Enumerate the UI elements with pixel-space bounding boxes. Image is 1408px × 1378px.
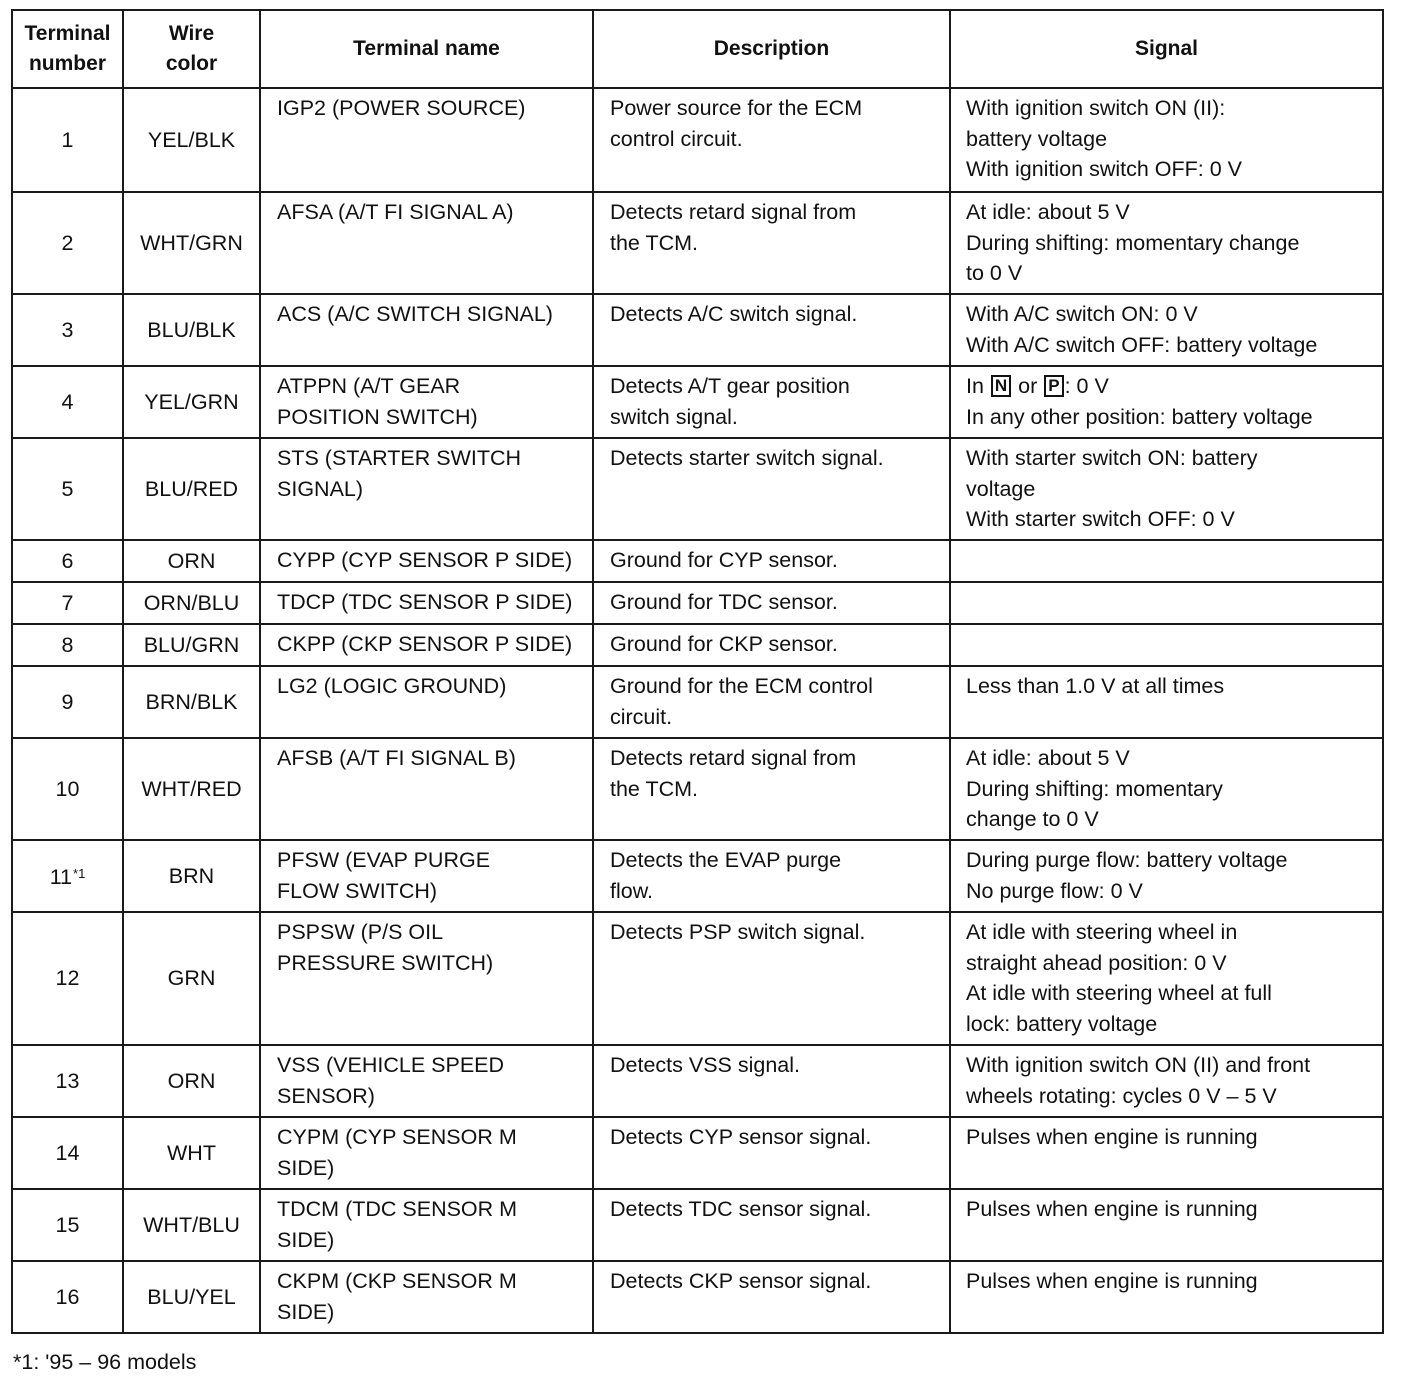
signal-line: In any other position: battery voltage	[966, 404, 1313, 429]
terminal-name-line: PFSW (EVAP PURGE	[277, 848, 491, 872]
terminal-name-line: SENSOR)	[277, 1083, 375, 1108]
terminal-number: 8	[61, 632, 74, 657]
terminal-name-cell	[260, 366, 593, 438]
signal-line: change to 0 V	[966, 807, 1099, 831]
table-row	[12, 1045, 1383, 1117]
terminal-name-cell	[260, 88, 593, 192]
header-wire-color: Wire color	[123, 10, 260, 88]
signal-cell	[950, 1261, 1383, 1333]
terminal-name-cell	[260, 582, 593, 624]
terminal-number: 10	[55, 776, 80, 801]
description-cell	[593, 1117, 950, 1189]
gear-p-box: P	[1044, 375, 1063, 397]
description-line: Detects retard signal from	[610, 200, 857, 224]
terminal-name-line: IGP2 (POWER SOURCE)	[277, 96, 526, 120]
signal-line: At idle: about 5 V	[966, 200, 1130, 224]
table-row	[12, 540, 1383, 582]
description-line: Detects TDC sensor signal.	[610, 1197, 872, 1221]
signal-cell	[950, 666, 1383, 738]
terminal-name-cell	[260, 540, 593, 582]
description-line: Detects VSS signal.	[610, 1053, 801, 1077]
terminal-name-line: STS (STARTER SWITCH	[277, 446, 522, 470]
signal-cell	[950, 294, 1383, 366]
signal-cell	[950, 840, 1383, 912]
description-line: circuit.	[610, 704, 673, 729]
terminal-name-line: CYPM (CYP SENSOR M	[277, 1125, 517, 1149]
signal-line: At idle with steering wheel in	[966, 920, 1238, 944]
description-cell	[593, 1261, 950, 1333]
terminal-number: 3	[61, 317, 74, 342]
wire-color-cell: GRN	[123, 912, 260, 1045]
terminal-name-line: SIGNAL)	[277, 476, 364, 501]
description-cell	[593, 192, 950, 294]
signal-line: straight ahead position: 0 V	[966, 950, 1227, 975]
description-cell	[593, 366, 950, 438]
terminal-number: 6	[61, 548, 74, 573]
terminal-name-line: SIDE)	[277, 1155, 335, 1180]
terminal-name-line: FLOW SWITCH)	[277, 878, 438, 903]
terminal-name-line: LG2 (LOGIC GROUND)	[277, 674, 507, 698]
terminal-number-cell	[12, 1045, 123, 1117]
signal-line: Pulses when engine is running	[966, 1269, 1258, 1293]
terminal-number: 14	[55, 1140, 80, 1165]
description-line: flow.	[610, 878, 654, 903]
terminal-name-cell	[260, 192, 593, 294]
signal-line: At idle with steering wheel at full	[966, 981, 1272, 1005]
terminal-number-cell	[12, 1189, 123, 1261]
terminal-number: 4	[61, 389, 74, 414]
wire-color-cell: BLU/GRN	[123, 624, 260, 666]
terminal-number-cell	[12, 582, 123, 624]
description-line: Detects A/T gear position	[610, 374, 850, 398]
header-row	[12, 10, 1383, 88]
terminal-name-line: AFSB (A/T FI SIGNAL B)	[277, 746, 516, 770]
signal-line: With starter switch ON: battery	[966, 446, 1258, 470]
terminal-table-container	[11, 9, 1382, 1334]
signal-line: With ignition switch OFF: 0 V	[966, 157, 1242, 181]
terminal-number: 15	[55, 1212, 80, 1237]
wire-color-cell: WHT/GRN	[123, 192, 260, 294]
terminal-name-cell	[260, 1189, 593, 1261]
gear-n-box: N	[991, 375, 1011, 397]
table-row	[12, 666, 1383, 738]
signal-line: lock: battery voltage	[966, 1011, 1158, 1036]
signal-cell	[950, 192, 1383, 294]
table-row	[12, 624, 1383, 666]
description-line: Detects retard signal from	[610, 746, 857, 770]
terminal-number-cell	[12, 738, 123, 840]
description-line: Detects A/C switch signal.	[610, 302, 858, 326]
wire-color-cell: YEL/GRN	[123, 366, 260, 438]
terminal-number-cell	[12, 438, 123, 540]
terminal-number-cell	[12, 1261, 123, 1333]
signal-cell	[950, 912, 1383, 1045]
signal-line: During purge flow: battery voltage	[966, 848, 1288, 872]
terminal-name-line: VSS (VEHICLE SPEED	[277, 1053, 505, 1077]
terminal-name-cell	[260, 1261, 593, 1333]
description-line: Detects PSP switch signal.	[610, 920, 866, 944]
terminal-number: 5	[61, 476, 74, 501]
footnote-mark: *1	[73, 866, 86, 882]
description-line: control circuit.	[610, 126, 743, 151]
terminal-number: 7	[61, 590, 74, 615]
terminal-number: 12	[55, 966, 80, 991]
table-row	[12, 840, 1383, 912]
wire-color-cell: WHT/BLU	[123, 1189, 260, 1261]
wire-color-cell: ORN	[123, 1045, 260, 1117]
table-row	[12, 366, 1383, 438]
signal-line	[966, 371, 1378, 402]
terminal-number-cell	[12, 666, 123, 738]
terminal-number-cell	[12, 192, 123, 294]
signal-cell	[950, 438, 1383, 540]
terminal-name-cell	[260, 912, 593, 1045]
signal-line: With ignition switch ON (II):	[966, 96, 1226, 120]
signal-text: or	[1012, 374, 1044, 398]
description-cell	[593, 738, 950, 840]
terminal-name-line: SIDE)	[277, 1299, 335, 1324]
terminal-number-cell	[12, 540, 123, 582]
terminal-name-cell	[260, 840, 593, 912]
signal-line: battery voltage	[966, 126, 1108, 151]
terminal-number-cell	[12, 624, 123, 666]
table-row	[12, 582, 1383, 624]
terminal-number-cell	[12, 1117, 123, 1189]
terminal-number: 11	[49, 865, 73, 890]
signal-line: With A/C switch OFF: battery voltage	[966, 332, 1318, 357]
header-signal: Signal	[950, 10, 1383, 88]
wire-color-cell: BLU/BLK	[123, 294, 260, 366]
description-cell	[593, 294, 950, 366]
description-line: Ground for the ECM control	[610, 674, 873, 698]
signal-line: With A/C switch ON: 0 V	[966, 302, 1198, 326]
wire-color-cell: ORN/BLU	[123, 582, 260, 624]
terminal-name-line: POSITION SWITCH)	[277, 404, 478, 429]
terminal-name-line: ATPPN (A/T GEAR	[277, 374, 461, 398]
description-line: Detects CYP sensor signal.	[610, 1125, 872, 1149]
signal-cell	[950, 366, 1383, 438]
terminal-name-line: AFSA (A/T FI SIGNAL A)	[277, 200, 514, 224]
wire-color-cell: WHT	[123, 1117, 260, 1189]
description-line: Ground for TDC sensor.	[610, 590, 838, 614]
table-row	[12, 438, 1383, 540]
signal-text: In	[966, 374, 990, 398]
signal-line: With starter switch OFF: 0 V	[966, 507, 1235, 531]
signal-line: Pulses when engine is running	[966, 1197, 1258, 1221]
terminal-number-cell	[12, 294, 123, 366]
signal-cell	[950, 1189, 1383, 1261]
signal-line: Pulses when engine is running	[966, 1125, 1258, 1149]
signal-line: At idle: about 5 V	[966, 746, 1130, 770]
terminal-name-line: SIDE)	[277, 1227, 335, 1252]
terminal-number: 1	[61, 127, 74, 152]
signal-line: During shifting: momentary	[966, 776, 1223, 801]
terminal-name-line: ACS (A/C SWITCH SIGNAL)	[277, 302, 553, 326]
wire-color-cell: ORN	[123, 540, 260, 582]
table-row	[12, 1117, 1383, 1189]
signal-line: With ignition switch ON (II) and front	[966, 1053, 1311, 1077]
description-line: Detects starter switch signal.	[610, 446, 884, 470]
terminal-number-cell	[12, 88, 123, 192]
table-row	[12, 294, 1383, 366]
wire-color-cell: BLU/YEL	[123, 1261, 260, 1333]
description-cell	[593, 666, 950, 738]
signal-cell	[950, 1117, 1383, 1189]
ecm-terminal-table	[11, 9, 1384, 1334]
description-line: the TCM.	[610, 776, 699, 801]
terminal-number: 2	[61, 230, 74, 255]
wire-color-cell: WHT/RED	[123, 738, 260, 840]
table-row	[12, 738, 1383, 840]
description-line: Ground for CKP sensor.	[610, 632, 838, 656]
terminal-name-line: TDCM (TDC SENSOR M	[277, 1197, 518, 1221]
terminal-number: 13	[55, 1068, 80, 1093]
terminal-name-cell	[260, 438, 593, 540]
description-line: Power source for the ECM	[610, 96, 863, 120]
signal-text: : 0 V	[1064, 374, 1109, 398]
footnote: *1: '95 – 96 models	[13, 1350, 197, 1374]
table-row	[12, 88, 1383, 192]
signal-cell	[950, 540, 1383, 582]
terminal-name-cell	[260, 624, 593, 666]
terminal-number-cell	[12, 912, 123, 1045]
description-cell	[593, 582, 950, 624]
table-row	[12, 1189, 1383, 1261]
description-line: switch signal.	[610, 404, 738, 429]
terminal-name-line: CKPP (CKP SENSOR P SIDE)	[277, 632, 573, 656]
table-row	[12, 192, 1383, 294]
description-line: Detects the EVAP purge	[610, 848, 842, 872]
terminal-number-cell	[12, 366, 123, 438]
signal-line: to 0 V	[966, 261, 1023, 285]
terminal-name-cell	[260, 738, 593, 840]
wire-color-cell: BRN/BLK	[123, 666, 260, 738]
description-cell	[593, 840, 950, 912]
terminal-number: 16	[55, 1284, 80, 1309]
wire-color-cell: YEL/BLK	[123, 88, 260, 192]
description-cell	[593, 438, 950, 540]
signal-cell	[950, 738, 1383, 840]
signal-line: No purge flow: 0 V	[966, 878, 1143, 903]
terminal-number: 9	[61, 689, 74, 714]
wire-color-cell: BLU/RED	[123, 438, 260, 540]
description-cell	[593, 540, 950, 582]
terminal-name-line: CYPP (CYP SENSOR P SIDE)	[277, 548, 573, 572]
description-line: the TCM.	[610, 230, 699, 255]
terminal-number-cell	[12, 840, 123, 912]
description-cell	[593, 1045, 950, 1117]
terminal-name-cell	[260, 1117, 593, 1189]
terminal-name-cell	[260, 294, 593, 366]
description-line: Detects CKP sensor signal.	[610, 1269, 872, 1293]
signal-line: wheels rotating: cycles 0 V – 5 V	[966, 1083, 1277, 1108]
description-cell	[593, 912, 950, 1045]
terminal-name-line: PSPSW (P/S OIL	[277, 920, 444, 944]
header-terminal-number: Terminal number	[12, 10, 123, 88]
description-line: Ground for CYP sensor.	[610, 548, 838, 572]
header-description: Description	[593, 10, 950, 88]
signal-cell	[950, 1045, 1383, 1117]
description-cell	[593, 88, 950, 192]
header-terminal-name: Terminal name	[260, 10, 593, 88]
description-cell	[593, 1189, 950, 1261]
table-row	[12, 1261, 1383, 1333]
signal-cell	[950, 88, 1383, 192]
terminal-name-line: PRESSURE SWITCH)	[277, 950, 494, 975]
terminal-name-cell	[260, 1045, 593, 1117]
terminal-name-line: CKPM (CKP SENSOR M	[277, 1269, 517, 1293]
signal-cell	[950, 624, 1383, 666]
signal-cell	[950, 582, 1383, 624]
signal-line: Less than 1.0 V at all times	[966, 674, 1225, 698]
signal-line: During shifting: momentary change	[966, 230, 1300, 255]
terminal-name-line: TDCP (TDC SENSOR P SIDE)	[277, 590, 573, 614]
table-row	[12, 912, 1383, 1045]
signal-line: voltage	[966, 476, 1036, 501]
terminal-name-cell	[260, 666, 593, 738]
description-cell	[593, 624, 950, 666]
wire-color-cell: BRN	[123, 840, 260, 912]
